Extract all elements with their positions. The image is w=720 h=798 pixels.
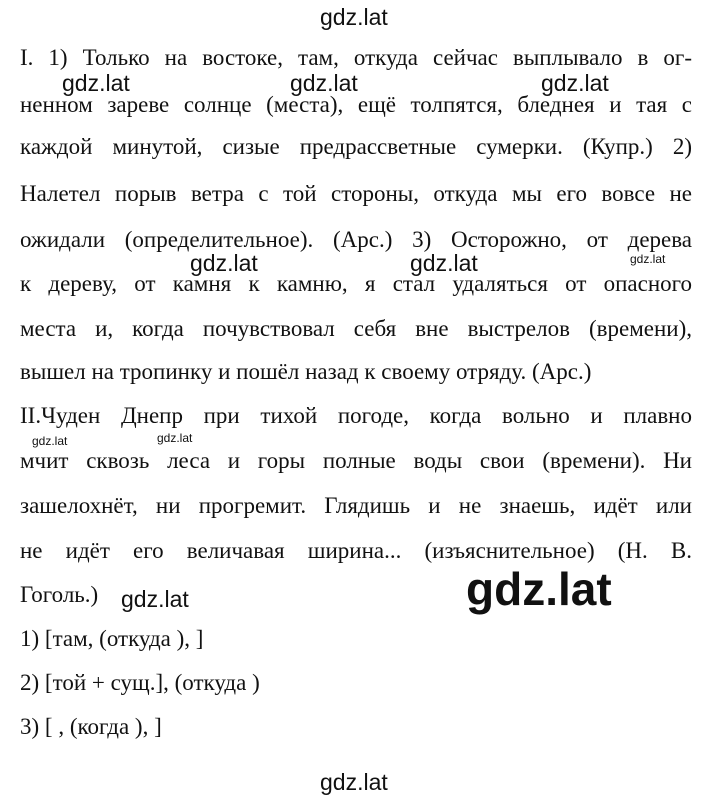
watermark: gdz.lat [320, 769, 388, 795]
text-line: не идёт его величавая ширина... (изъяснительное) (Н. В. [20, 538, 692, 563]
text-line: ненном зареве солнце (места), ещё толпятся, бледнея и тая с [20, 92, 692, 117]
text-line: Налетел порыв ветра с той стороны, откуда мы его вовсе не [20, 181, 692, 206]
text-line: вышел на тропинку и пошёл назад к своему отряду. (Арс.) [20, 359, 592, 384]
watermark: gdz.lat [630, 252, 666, 266]
watermark: gdz.lat [541, 70, 609, 96]
text-line: каждой минутой, сизые предрассветные сумерки. (Купр.) 2) [20, 134, 692, 159]
text-line: места и, когда почувствовал себя вне выстрелов (времени), [20, 316, 692, 341]
text-line: мчит сквозь леса и горы полные воды свои (времени). Ни [20, 448, 692, 473]
text-line: зашелохнёт, ни прогремит. Глядишь и не знаешь, идёт или [20, 493, 692, 518]
watermark: gdz.lat [190, 250, 258, 276]
text-line: к дереву, от камня к камню, я стал удаляться от опасного [20, 271, 692, 296]
watermark: gdz.lat [62, 70, 130, 96]
text-line: II.Чуден Днепр при тихой погоде, когда вольно и плавно [20, 403, 692, 428]
text-line: I. 1) Только на востоке, там, откуда сейчас выплывало в ог- [20, 45, 692, 70]
scheme-line: 2) [той + сущ.], (откуда ) [20, 670, 260, 695]
text-line: Гоголь.) [20, 582, 99, 607]
watermark: gdz.lat [121, 586, 189, 612]
watermark-large: gdz.lat [466, 563, 612, 615]
scheme-line: 1) [там, (откуда ), ] [20, 626, 204, 651]
watermark: gdz.lat [32, 434, 68, 448]
watermark: gdz.lat [410, 250, 478, 276]
scheme-line: 3) [ , (когда ), ] [20, 714, 162, 739]
watermark: gdz.lat [157, 431, 193, 445]
text-line: ожидали (определительное). (Арс.) 3) Осторожно, от дерева [20, 227, 692, 252]
watermark: gdz.lat [290, 70, 358, 96]
watermark: gdz.lat [320, 4, 388, 30]
